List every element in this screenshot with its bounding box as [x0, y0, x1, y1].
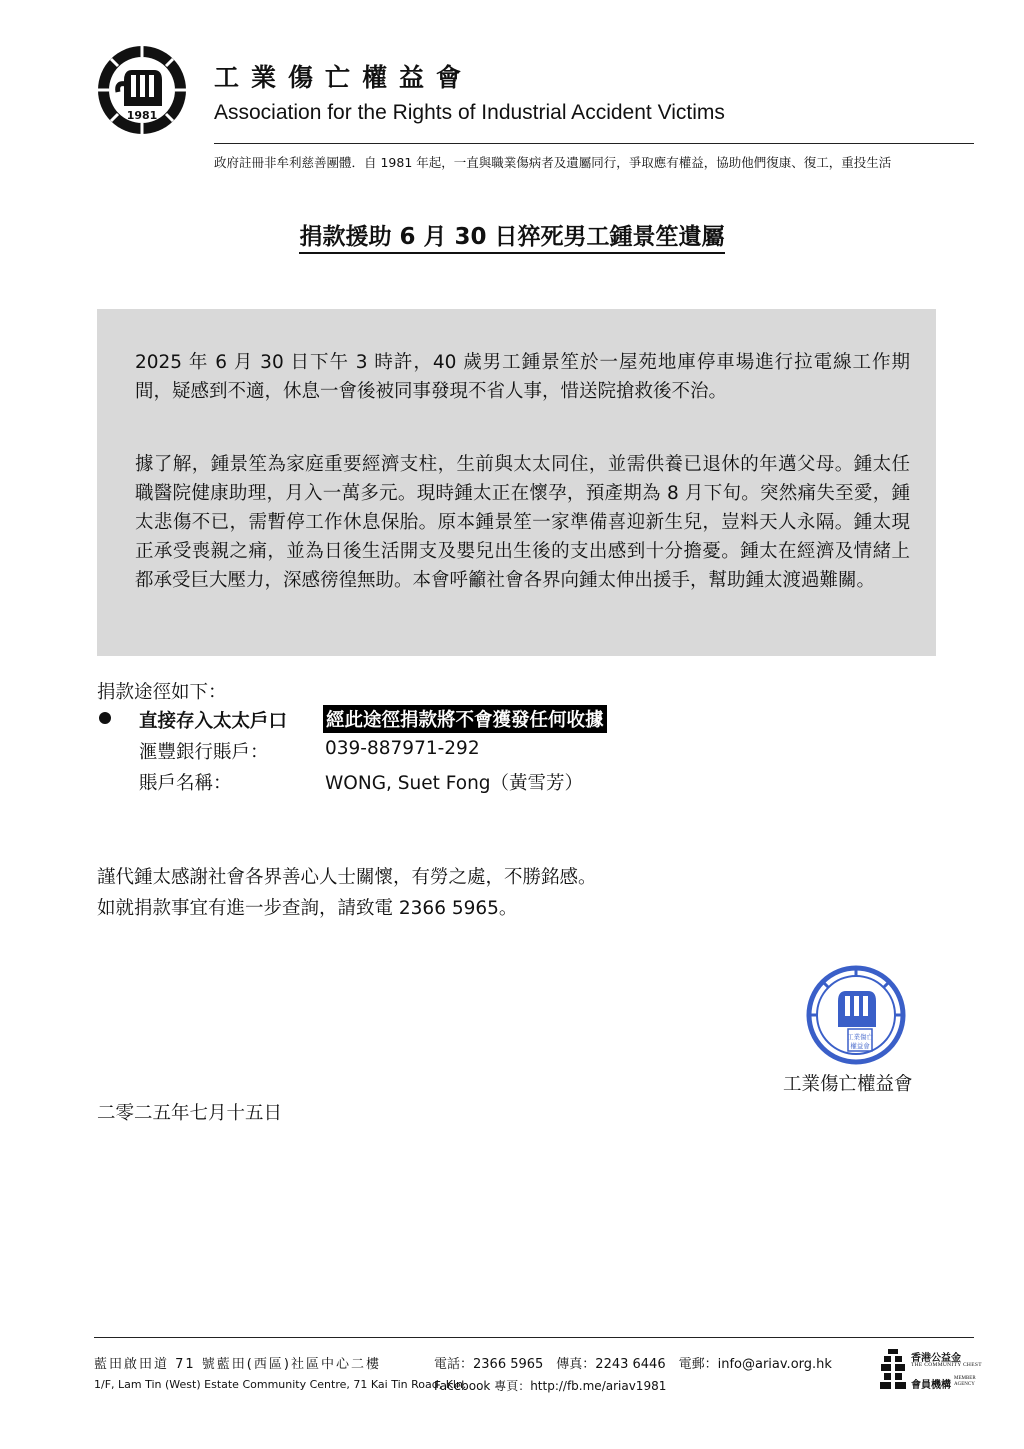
- bank-account-number: 039-887971-292: [325, 738, 480, 759]
- member-agency-english: MEMBER AGENCY: [954, 1376, 976, 1387]
- svg-text:工業傷亡: 工業傷亡: [847, 1033, 873, 1041]
- footer-divider: [94, 1337, 974, 1338]
- footer-address-english: 1/F, Lam Tin (West) Estate Community Centre, 71 Kai Tin Road, Kln.: [94, 1378, 467, 1391]
- case-paragraph-1: 2025 年 6 月 30 日下午 3 時許，40 歲男工鍾景笙於一屋苑地庫停車場進行拉電線工作期間，疑感到不適，休息一會後被同事發現不省人事，惜送院搶救後不治。: [135, 352, 910, 402]
- community-chest-name-english: THE COMMUNITY CHEST: [911, 1362, 982, 1368]
- organisation-stamp: [806, 965, 906, 1065]
- account-name-label: 賬戶名稱：: [139, 773, 232, 794]
- org-name-chinese: 工業傷亡權益會: [214, 63, 474, 92]
- case-paragraph-2: 據了解，鍾景笙為家庭重要經濟支柱，生前與太太同住，並需供養已退休的年邁父母。鍾太任職醫院健康助理，月入一萬多元。現時鍾太正在懷孕，預產期為 8 月下旬。突然痛失至愛，鍾太悲傷不已，需暫停工作休息保胎。原本鍾景笙一家準備喜迎新生兒，豈料天人永隔。鍾太現正承受喪親之痛，並為日後生活開支及嬰兒出生後的支出感到十分擔憂。鍾太在經濟及情緒上都承受巨大壓力，深感徬徨無助。本會呼籲社會各界向鍾太伸出援手，幫助鍾太渡過難關。: [135, 454, 910, 591]
- closing-remarks: [97, 862, 597, 924]
- org-name-english: Association for the Rights of Industrial Accident Victims: [214, 101, 725, 124]
- community-chest-logo-icon: [879, 1349, 907, 1389]
- document-title-wrap: [0, 218, 1024, 251]
- bullet-dot-icon: [99, 712, 111, 724]
- donation-method: 直接存入太太戶口: [139, 711, 288, 732]
- document-date: 二零二五年七月十五日: [97, 1103, 283, 1124]
- logo-year: 1981: [126, 109, 158, 122]
- footer-contact: 電話：2366 5965 傳真：2243 6446 電郵：info@ariav.org.hk: [434, 1357, 832, 1372]
- no-receipt-warning: 經此途徑捐款將不會獲發任何收據: [323, 705, 607, 733]
- org-tagline: 政府註冊非牟利慈善團體．自 1981 年起，一直與職業傷病者及遺屬同行，爭取應有權益，協助他們復康、復工，重投生活: [214, 155, 892, 170]
- community-chest-name-chinese: 香港公益金: [911, 1353, 961, 1364]
- bank-account-label: 滙豐銀行賬戶：: [139, 742, 269, 763]
- member-agency-chinese: 會員機構: [911, 1380, 951, 1391]
- svg-text:權益會: 權益會: [850, 1042, 870, 1050]
- association-logo: [96, 44, 188, 136]
- closing-line-2: 如就捐款事宜有進一步查詢，請致電 2366 5965。: [97, 898, 518, 919]
- document-title: 捐款援助 6 月 30 日猝死男工鍾景笙遺屬: [299, 224, 724, 254]
- signature-org-name: 工業傷亡權益會: [783, 1074, 913, 1095]
- footer-address-chinese: 藍田啟田道 71 號藍田(西區)社區中心二樓: [94, 1357, 381, 1372]
- header-divider: [214, 143, 974, 144]
- account-name-value: WONG, Suet Fong（黃雪芳）: [325, 773, 584, 794]
- donation-intro: 捐款途徑如下：: [97, 682, 227, 703]
- closing-line-1: 謹代鍾太感謝社會各界善心人士關懷，有勞之處，不勝銘感。: [97, 867, 597, 888]
- footer-facebook: Facebook 專頁：http://fb.me/ariav1981: [434, 1379, 667, 1393]
